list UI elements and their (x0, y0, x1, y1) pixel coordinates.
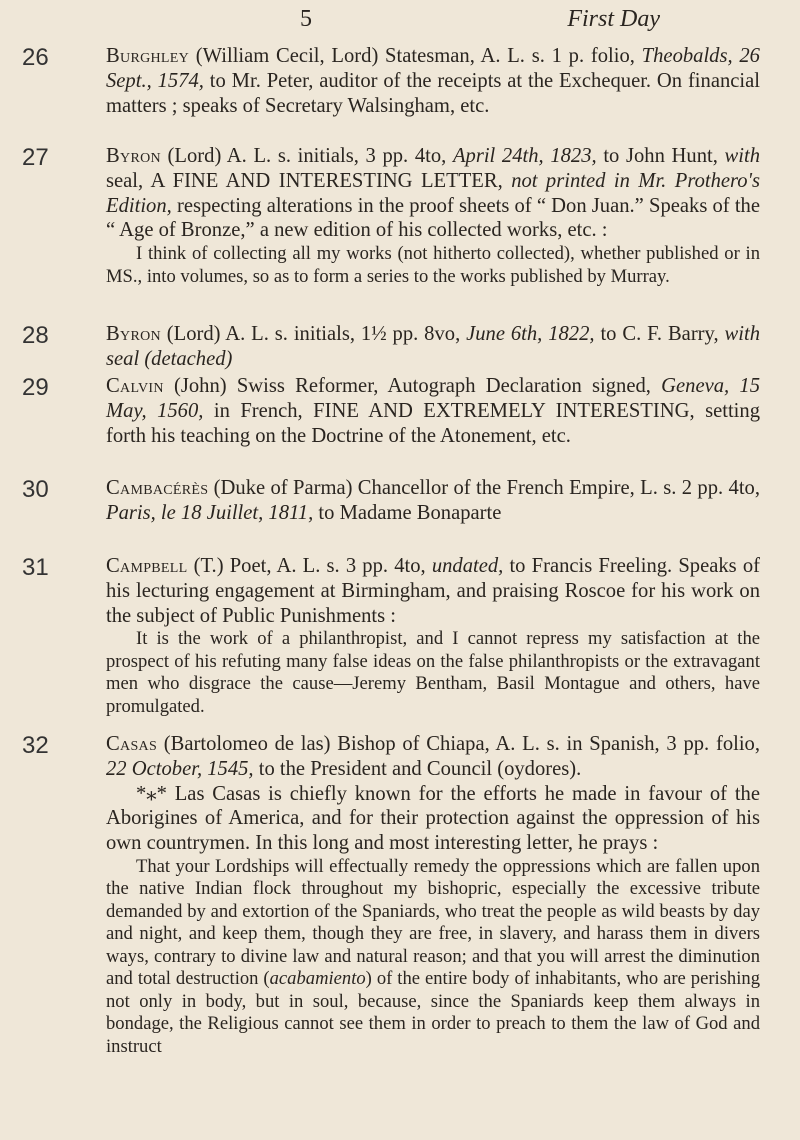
letter-quotation: I think of collecting all my works (not hitherto collected), whether published or in MS., into volumes, so as to form a series to the works published by Murray. (106, 243, 760, 287)
lot-entry (0, 732, 800, 1058)
lot-entry (0, 476, 800, 554)
lot-number: 26 (22, 44, 49, 71)
lot-description: Byron (Lord) A. L. s. initials, 3 pp. 4to, April 24th, 1823, to John Hunt, with seal, A FINE AND INTERESTING LETTER, not printed in Mr. Prothero's Edition, respecting alterations in the proof sheets of “ Don Juan.” Speaks of the “ Age of Bronze,” a new edition of his collected works, etc. : (106, 145, 760, 242)
author-name: Campbell (106, 555, 188, 577)
letter-quotation: It is the work of a philanthropist, and I cannot repress my satisfaction at the prospect of his refuting many false ideas on the false philanthropists or the extravagant men who disgrace the cause—Jeremy Bentham, Basil Montague and others, have promulgated. (106, 628, 760, 717)
author-name: Burghley (106, 45, 190, 67)
lot-list (0, 44, 800, 1058)
author-name: Calvin (106, 375, 164, 397)
lot-entry (0, 554, 800, 732)
lot-entry (0, 44, 800, 144)
lot-entry (0, 374, 800, 476)
author-name: Byron (106, 145, 161, 167)
lot-description: Burghley (William Cecil, Lord) Statesman, A. L. s. 1 p. folio, Theobalds, 26 Sept., 1574, to Mr. Peter, auditor of the receipts at the Exchequer. On financial matters ; speaks of Secretary Walsingham, etc. (106, 45, 760, 117)
author-name: Byron (106, 323, 161, 345)
lot-number: 32 (22, 732, 49, 759)
lot-number: 27 (22, 144, 49, 171)
letter-quotation: That your Lordships will effectually remedy the oppressions which are fallen upon the native Indian flock throughout my bishopric, especially the excessive tribute demanded by and extortion of the Spaniards, who treat the people as wild beasts by day and night, and keep them, though they are free, in slavery, and harass them in divers ways, contrary to divine law and natural reason; and that you will arrest the diminution and total destruction (acabamiento) of the entire body of inhabitants, who are perishing not only in body, but in soul, because, since the Spaniards keep them always in bondage, the Religious cannot see them in order to preach to them the law of God and instruct (106, 855, 760, 1057)
lot-description: Byron (Lord) A. L. s. initials, 1½ pp. 8vo, June 6th, 1822, to C. F. Barry, with seal (detached) (106, 323, 761, 370)
author-name: Casas (106, 733, 158, 755)
author-name: Cambacérès (106, 477, 209, 499)
lot-description: Cambacérès (Duke of Parma) Chancellor of the French Empire, L. s. 2 pp. 4to, Paris, le 18 Juillet, 1811, to Madame Bonaparte (106, 477, 760, 524)
lot-number: 29 (22, 374, 49, 401)
lot-entry (0, 144, 800, 322)
lot-description: Campbell (T.) Poet, A. L. s. 3 pp. 4to, undated, to Francis Freeling. Speaks of his lecturing engagement at Birmingham, and praising Roscoe for his work on the subject of Public Punishments : (106, 555, 760, 627)
lot-number: 30 (22, 476, 49, 503)
editorial-note: *⁎* Las Casas is chiefly known for the efforts he made in favour of the Aborigines of America, and for their protection against the oppression of his own countrymen. In this long and most interesting letter, he prays : (106, 782, 760, 855)
lot-number: 28 (22, 322, 49, 349)
lot-entry (0, 322, 800, 374)
lot-description: Casas (Bartolomeo de las) Bishop of Chiapa, A. L. s. in Spanish, 3 pp. folio, 22 October, 1545, to the President and Council (oydores). (106, 733, 760, 780)
running-title: First Day (567, 6, 660, 32)
running-head (300, 6, 660, 40)
page-number: 5 (300, 6, 312, 32)
lot-number: 31 (22, 554, 49, 581)
lot-description: Calvin (John) Swiss Reformer, Autograph Declaration signed, Geneva, 15 May, 1560, in French, FINE AND EXTREMELY INTERESTING, setting forth his teaching on the Doctrine of the Atonement, etc. (106, 375, 761, 447)
